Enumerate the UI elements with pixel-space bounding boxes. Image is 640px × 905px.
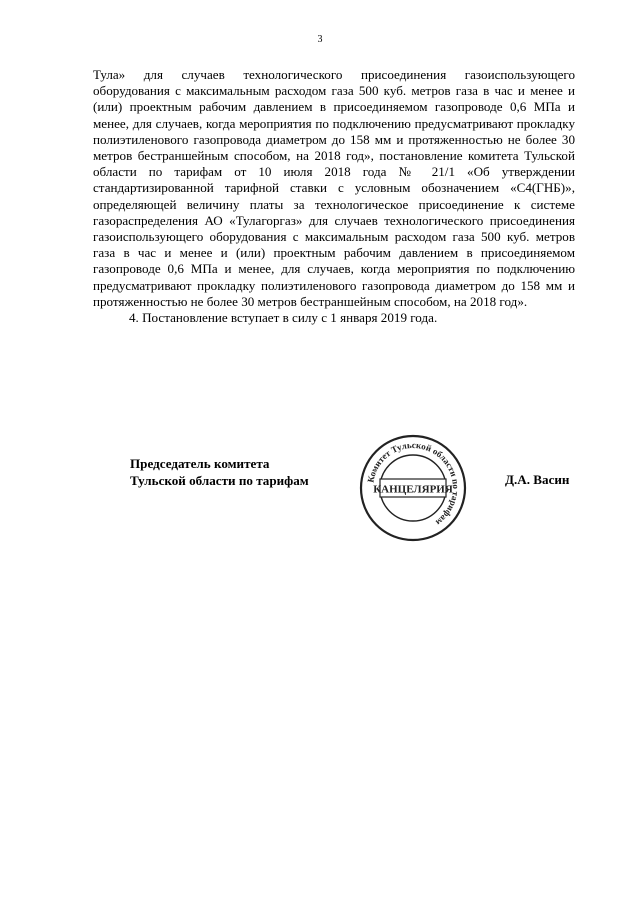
stamp-center-text: КАНЦЕЛЯРИЯ [373,483,453,496]
page-number: 3 [317,34,323,45]
document-body [93,67,575,326]
signer-position-line2: Тульской области по тарифам [130,472,309,488]
stamp-seal [358,433,468,543]
paragraph-continued: Тула» для случаев технологического присоединения газоиспользующего оборудования с максимальным расходом газа 500 куб. метров газа в час и менее и (или) проектным рабочим давлением в присоединяемом газопроводе 0,6 МПа и менее, для случаев, когда мероприятия по подключению предусматривают прокладку полиэтиленового газопровода диаметром до 158 мм и протяженностью не более 30 метров бестраншейным способом, на 2018 год», постановление комитета Тульской области по тарифам от 10 июля 2018 года № 21/1 «Об утверждении стандартизированной тарифной ставки с условным обозначением «С4(ГНБ)», определяющей величину платы за технологическое присоединение к системе газораспределения АО «Тулагоргаз» для случаев технологического присоединения газоиспользующего оборудования с максимальным расходом газа 500 куб. метров газа в час и менее и (или) проектным рабочим давлением в присоединяемом газопроводе 0,6 МПа и менее, для случаев, когда мероприятия по подключению предусматривают прокладку полиэтиленового газопровода диаметром до 158 мм и протяженностью не более 30 метров бестраншейным способом, на 2018 год». [93,67,575,309]
office-stamp [358,433,468,543]
signer-position-line1: Председатель комитета [130,456,270,471]
stamp-ring-textpath: Комитет Тульской области по тарифам [365,439,462,528]
paragraph-item-4: 4. Постановление вступает в силу с 1 января 2019 года. [129,310,438,326]
signer-name: Д.А. Васин [505,472,570,487]
